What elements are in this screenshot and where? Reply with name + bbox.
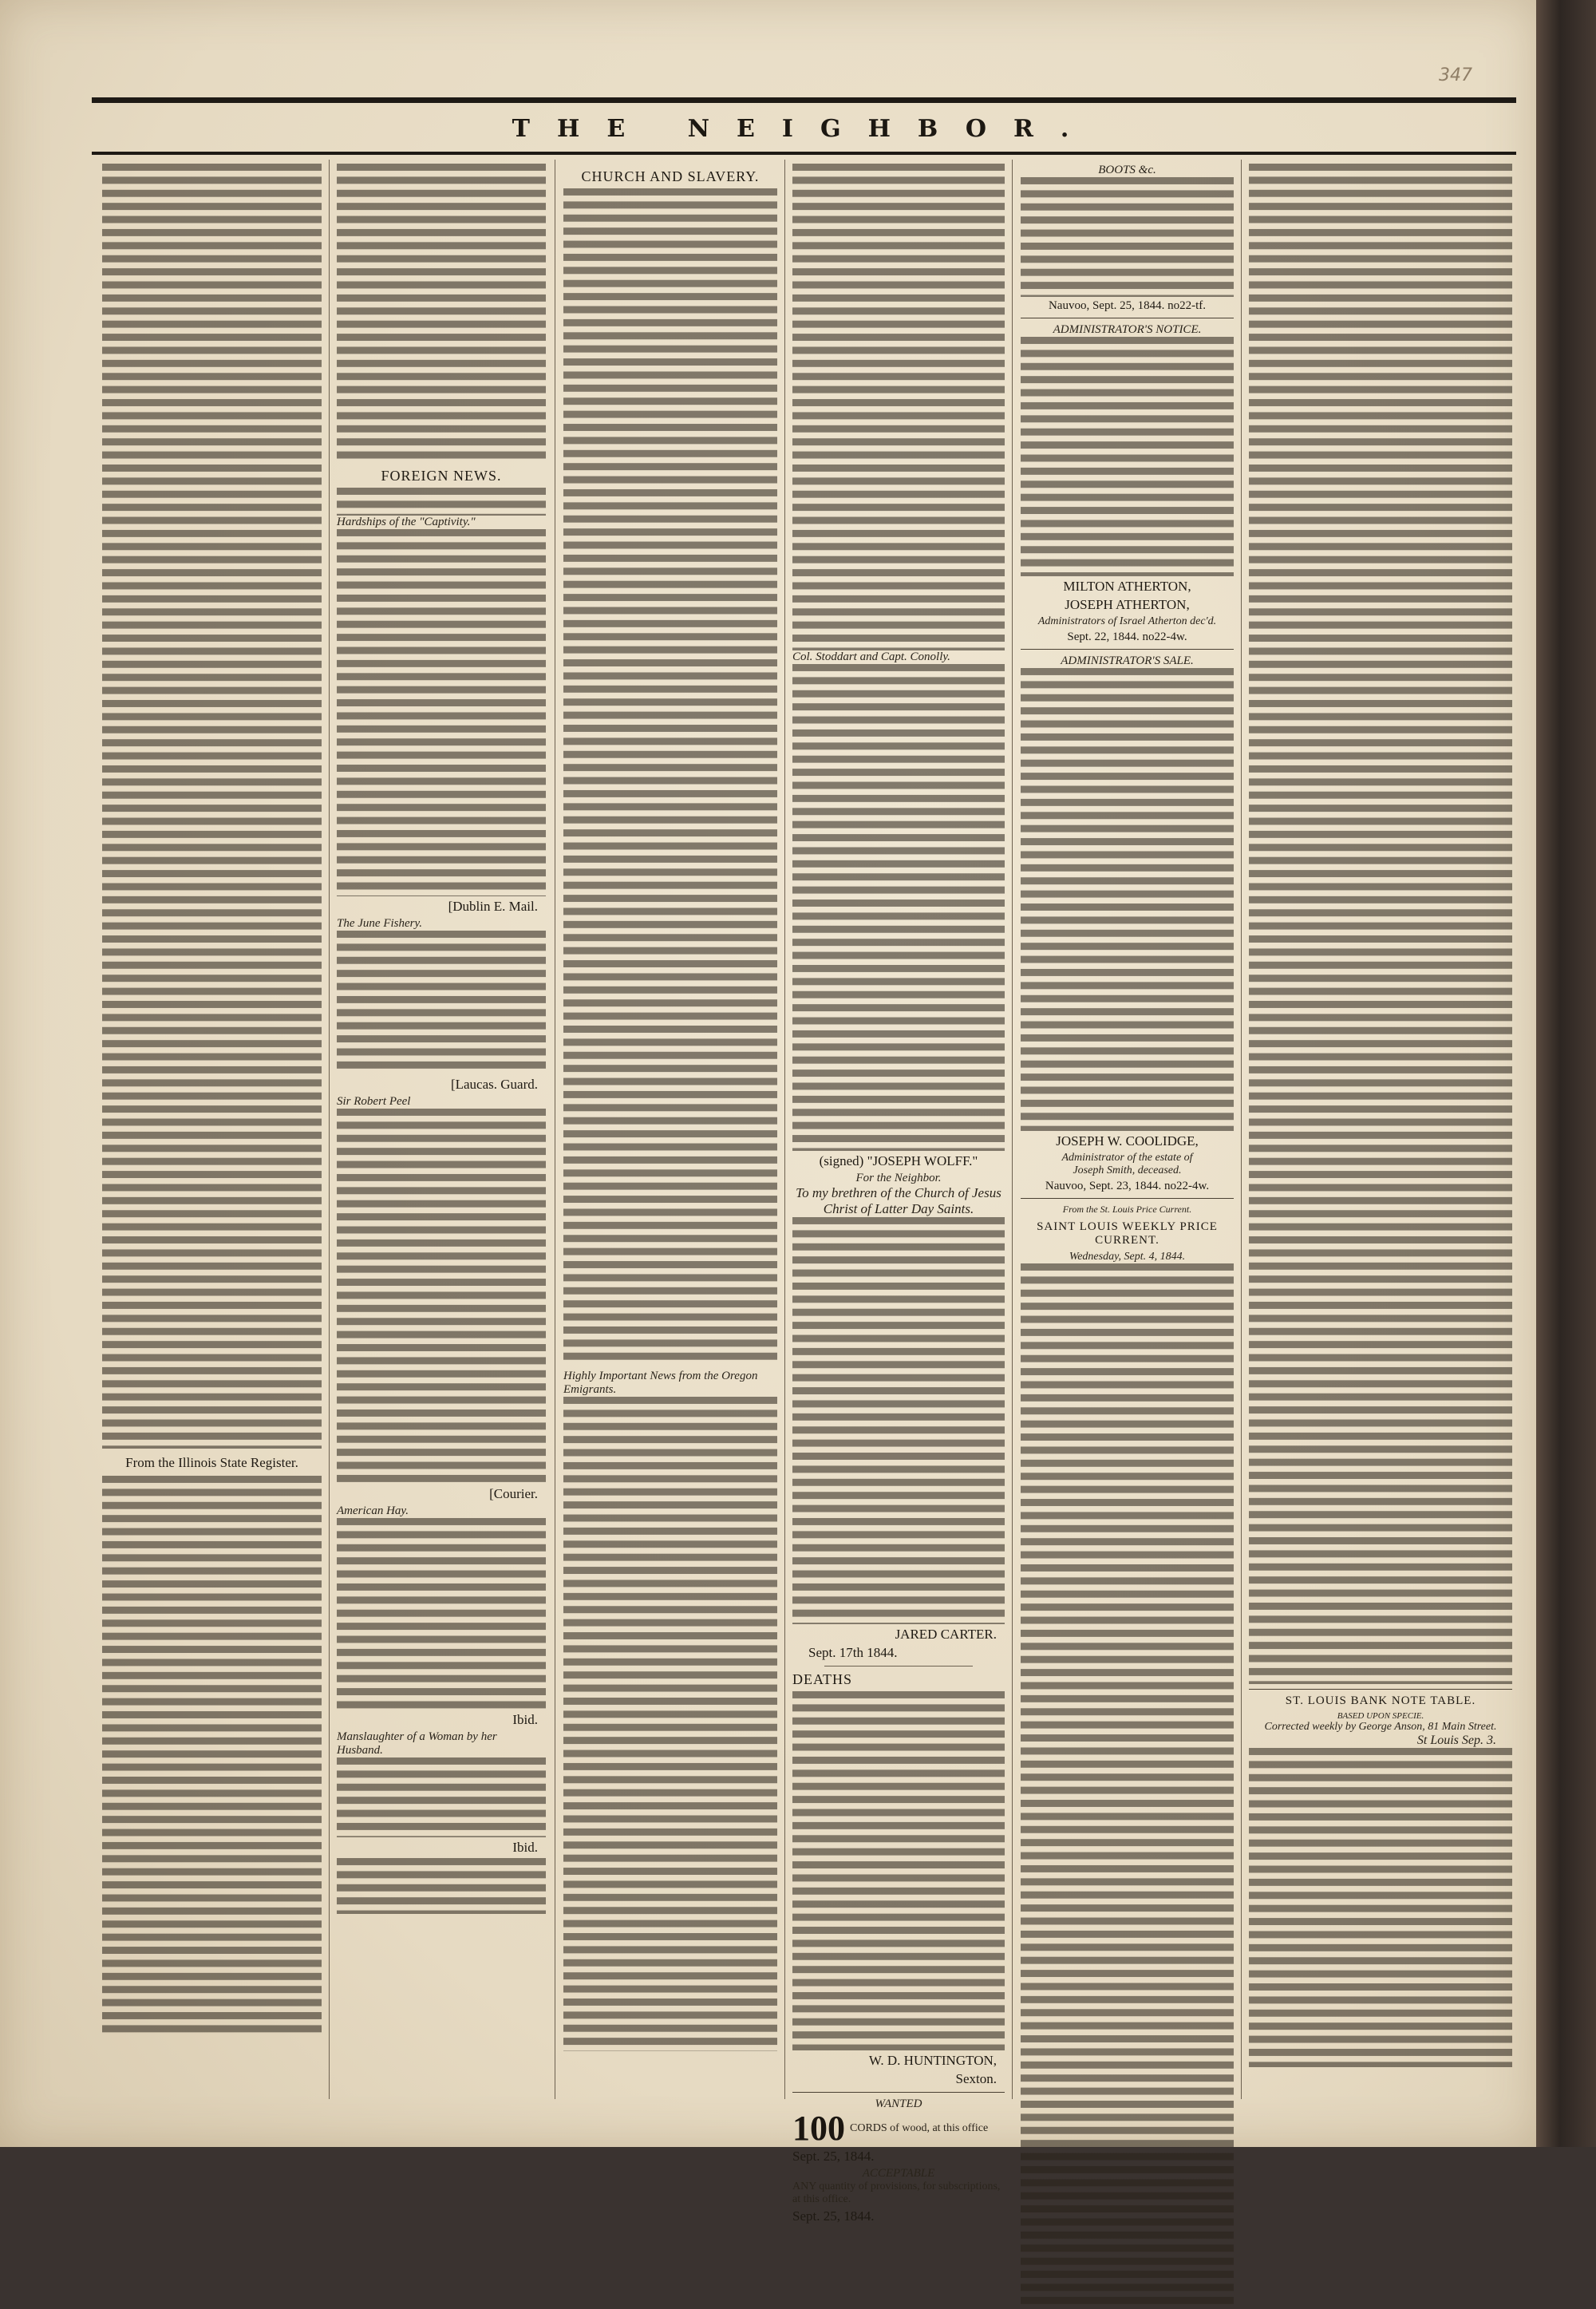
article-body bbox=[337, 1858, 546, 1914]
source-attribution: [Laucas. Guard. bbox=[450, 1077, 538, 1092]
section-heading-church-slavery: CHURCH AND SLAVERY. bbox=[581, 168, 760, 184]
date-line: Nauvoo, Sept. 23, 1844. no22-4w. bbox=[1045, 1180, 1210, 1192]
ad-heading-admin-notice: ADMINISTRATOR'S NOTICE. bbox=[1053, 323, 1202, 336]
signature: JARED CARTER. bbox=[895, 1627, 997, 1642]
signature: JOSEPH W. COOLIDGE, bbox=[1056, 1133, 1199, 1149]
price-current-heading: SAINT LOUIS WEEKLY PRICE CURRENT. bbox=[1037, 1220, 1218, 1247]
bank-table-corrected: Corrected weekly by George Anson, 81 Main Street. bbox=[1264, 1721, 1497, 1733]
ad-body bbox=[1021, 177, 1234, 297]
date-line: Sept. 25, 1844. bbox=[792, 2208, 875, 2224]
article-heading-american-hay: American Hay. bbox=[337, 1504, 409, 1517]
price-table-continued bbox=[1249, 164, 1512, 1684]
divider bbox=[1021, 1198, 1234, 1199]
wanted-text: CORDS of wood, at this office bbox=[850, 2122, 989, 2134]
column-rule bbox=[1012, 160, 1013, 2099]
signature-caption: Joseph Smith, deceased. bbox=[1073, 1164, 1182, 1176]
article-body bbox=[102, 164, 322, 1449]
article-body bbox=[792, 1691, 1005, 2050]
signature: MILTON ATHERTON, bbox=[1063, 579, 1191, 594]
signature: W. D. HUNTINGTON, bbox=[868, 2053, 997, 2068]
ad-body bbox=[1021, 668, 1234, 1131]
source-attribution: From the Illinois State Register. bbox=[125, 1455, 298, 1470]
byline: For the Neighbor. bbox=[855, 1172, 942, 1184]
signature: (signed) "JOSEPH WOLFF." bbox=[819, 1153, 978, 1168]
article-body bbox=[337, 1518, 546, 1710]
article-heading-stoddart: Col. Stoddart and Capt. Conolly. bbox=[792, 650, 950, 663]
divider bbox=[792, 2092, 1005, 2093]
acceptable-text: ANY quantity of provisions, for subscriptions, at this office. bbox=[792, 2181, 1001, 2205]
masthead-title: THE NEIGHBOR. bbox=[512, 115, 1096, 143]
column-4 bbox=[792, 164, 1005, 2224]
page-folio: 347 bbox=[1439, 65, 1472, 85]
wanted-quantity: 100 bbox=[792, 2109, 845, 2148]
bank-note-table bbox=[1249, 1748, 1512, 2067]
article-body bbox=[563, 1397, 777, 2051]
section-heading-foreign-news: FOREIGN NEWS. bbox=[381, 468, 502, 484]
article-heading-manslaughter: Manslaughter of a Woman by her Husband. bbox=[337, 1730, 497, 1757]
article-body bbox=[792, 164, 1005, 650]
date-line: Nauvoo, Sept. 25, 1844. no22-tf. bbox=[1048, 299, 1207, 312]
bank-table-place: St Louis Sep. 3. bbox=[1416, 1734, 1496, 1747]
source-attribution: Ibid. bbox=[512, 1840, 538, 1855]
column-3 bbox=[563, 164, 777, 2099]
section-heading-deaths: DEATHS bbox=[792, 1671, 853, 1687]
date-line: Sept. 17th 1844. bbox=[808, 1645, 898, 1660]
article-body bbox=[102, 1476, 322, 2034]
date-line: Sept. 22, 1844. no22-4w. bbox=[1067, 631, 1187, 643]
article-body bbox=[337, 1109, 546, 1484]
ad-heading-boots: BOOTS &c. bbox=[1098, 164, 1156, 176]
article-body bbox=[563, 188, 777, 1362]
article-body bbox=[337, 931, 546, 1074]
source-attribution: Ibid. bbox=[512, 1712, 538, 1727]
ad-body bbox=[1021, 337, 1234, 576]
column-rule bbox=[1241, 160, 1242, 2099]
column-rule bbox=[784, 160, 785, 2099]
price-table bbox=[1021, 1263, 1234, 2309]
article-heading-june-fishery: The June Fishery. bbox=[337, 917, 423, 930]
ad-heading-admin-sale: ADMINISTRATOR'S SALE. bbox=[1061, 654, 1194, 667]
column-2 bbox=[337, 164, 546, 2099]
article-heading-captivity: Hardships of the "Captivity." bbox=[337, 516, 476, 528]
article-body bbox=[337, 164, 546, 463]
bank-table-heading: ST. LOUIS BANK NOTE TABLE. bbox=[1285, 1694, 1476, 1707]
article-body bbox=[337, 529, 546, 896]
price-current-date: Wednesday, Sept. 4, 1844. bbox=[1069, 1251, 1186, 1263]
masthead-rule-bottom bbox=[92, 152, 1516, 155]
article-body bbox=[337, 488, 546, 516]
article-heading-oregon: Highly Important News from the Oregon Emigrants. bbox=[563, 1370, 758, 1396]
divider bbox=[1249, 1689, 1512, 1690]
article-body bbox=[792, 1217, 1005, 1624]
ad-heading-acceptable: ACCEPTABLE bbox=[862, 2167, 935, 2180]
column-rule bbox=[329, 160, 330, 2099]
masthead-rule-top bbox=[92, 97, 1516, 103]
date-line: Sept. 25, 1844. bbox=[792, 2149, 875, 2164]
ad-heading-wanted: WANTED bbox=[875, 2097, 922, 2110]
column-6 bbox=[1249, 164, 1512, 2099]
book-binding bbox=[1536, 0, 1596, 2147]
divider bbox=[1021, 649, 1234, 650]
article-body bbox=[337, 1757, 546, 1837]
source-attribution: [Dublin E. Mail. bbox=[448, 899, 538, 914]
article-heading-peel: Sir Robert Peel bbox=[337, 1095, 411, 1108]
article-body bbox=[792, 664, 1005, 1151]
article-heading-brethren: To my brethren of the Church of Jesus Christ of Latter Day Saints. bbox=[796, 1185, 1001, 1216]
column-1 bbox=[102, 164, 322, 2099]
divider bbox=[824, 1666, 973, 1667]
signature-caption: Administrators of Israel Atherton dec'd. bbox=[1037, 615, 1217, 627]
column-5 bbox=[1021, 164, 1234, 2099]
bank-table-subheading: BASED UPON SPECIE. bbox=[1337, 1711, 1424, 1721]
signature: JOSEPH ATHERTON, bbox=[1065, 597, 1190, 612]
signature-title: Sexton. bbox=[955, 2071, 997, 2086]
price-source: From the St. Louis Price Current. bbox=[1062, 1204, 1192, 1215]
source-attribution: [Courier. bbox=[489, 1486, 538, 1501]
wanted-ad bbox=[792, 2111, 1005, 2146]
signature-caption: Administrator of the estate of bbox=[1061, 1152, 1193, 1164]
